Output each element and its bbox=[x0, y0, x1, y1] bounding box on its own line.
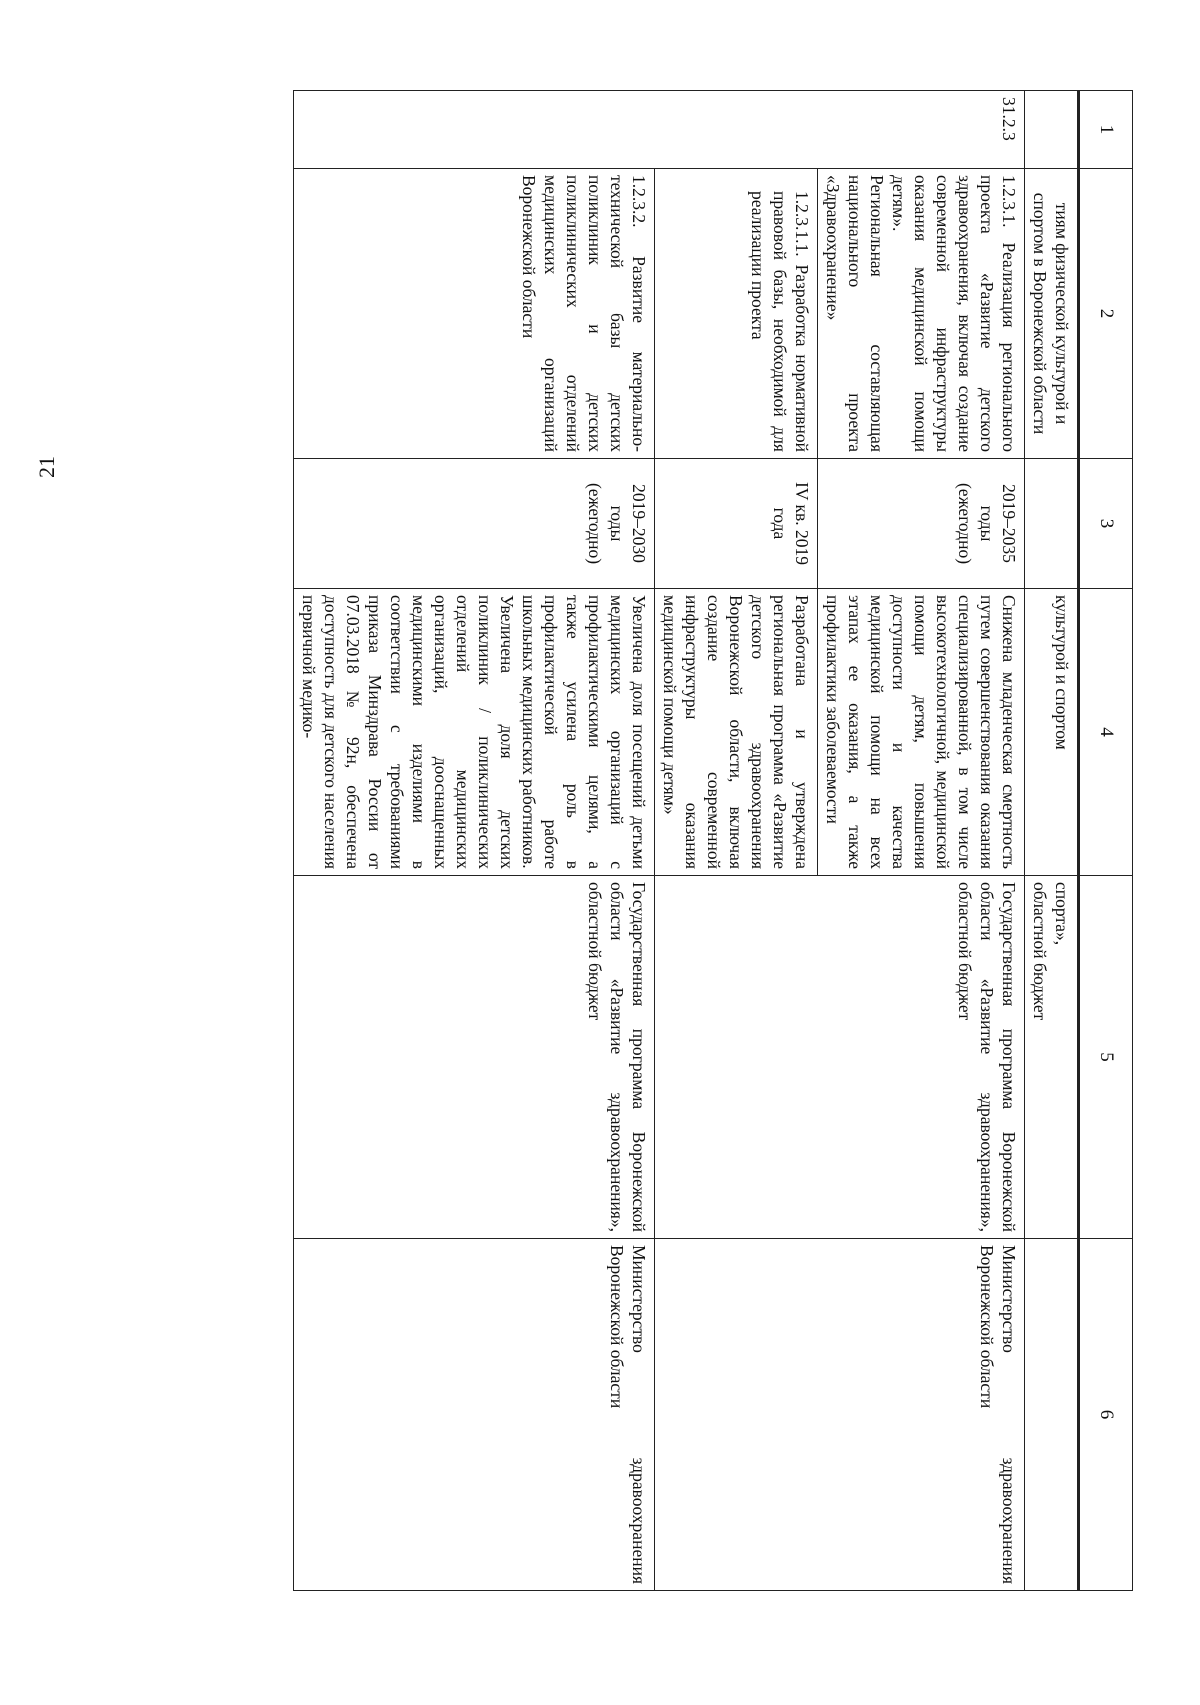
row3-source: Государственная программа Воронежской области «Развитие здравоохранения», областной бюджет bbox=[294, 876, 655, 1239]
row1-activity-p2: Региональная составляющая национального проекта «Здравоохранение» bbox=[823, 175, 887, 452]
row0-result: культурой и спортом bbox=[1025, 589, 1079, 876]
row1-period: 2019–2035 годы (ежегодно) bbox=[818, 459, 1025, 589]
row0-number bbox=[1025, 91, 1079, 169]
row2-period: IV кв. 2019 года bbox=[655, 459, 818, 589]
header-row bbox=[1079, 91, 1133, 1591]
row2-result: Разработана и утверждена региональная программа «Развитие детского здравоохранения Воронежской области, включая создание современной инфраструктуры оказания медицинской помощи детям» bbox=[655, 589, 818, 876]
column-header-6: 6 bbox=[1079, 1239, 1133, 1591]
row0-source-line1: спорта», bbox=[1052, 882, 1072, 946]
table-row bbox=[818, 91, 1025, 1591]
column-header-3: 3 bbox=[1079, 459, 1133, 589]
row1-activity-p1: 1.2.3.1. Реализация регионального проекта «Развитие детского здравоохранения, включая создание современной инфраструктуры оказания медицинской помощи детям». bbox=[889, 175, 1019, 452]
table-container bbox=[88, 90, 1133, 1590]
row0-executor bbox=[1025, 1239, 1079, 1591]
page-number: 21 bbox=[34, 456, 59, 478]
row1-result: Снижена младенческая смертность путем совершенствования оказания специализированной, в том числе высокотехнологичной, медицинской помощи детям, повышения доступности и качества медицинской помощи на всех этапах ее оказания, а также профилактики заболеваемости bbox=[818, 589, 1025, 876]
row1-source: Государственная программа Воронежской области «Развитие здравоохранения», областной бюджет bbox=[655, 876, 1025, 1239]
row1-number: 31.2.3 bbox=[294, 91, 1025, 169]
table-row bbox=[1025, 91, 1079, 1591]
row3-executor: Министерство здравоохранения Воронежской области bbox=[294, 1239, 655, 1591]
row0-source-line2: областной бюджет bbox=[1030, 882, 1050, 1021]
row3-result-p2: Увеличена доля детских поликлиник / поликлинических отделений медицинских организаций, дооснащенных медицинскими изделиями в соответствии с требованиями приказа Минздрава России от 07.03.2018 № 92н, обеспечена доступность для детского населения первичной медико- bbox=[299, 595, 517, 869]
activities-table bbox=[293, 90, 1133, 1591]
column-header-4: 4 bbox=[1079, 589, 1133, 876]
row3-result bbox=[294, 589, 655, 876]
row1-executor: Министерство здравоохранения Воронежской области bbox=[655, 1239, 1025, 1591]
column-header-5: 5 bbox=[1079, 876, 1133, 1239]
column-header-2: 2 bbox=[1079, 169, 1133, 459]
row0-source bbox=[1025, 876, 1079, 1239]
row2-activity: 1.2.3.1.1. Разработка нормативной правовой базы, необходимой для реализации проекта bbox=[655, 169, 818, 459]
column-header-1: 1 bbox=[1079, 91, 1133, 169]
row1-activity bbox=[818, 169, 1025, 459]
row0-activity: тиям физической культурой и спортом в Воронежской области bbox=[1025, 169, 1079, 459]
row3-activity: 1.2.3.2. Развитие материально-технической базы детских поликлиник и детских поликлинических отделений медицинских организаций Воронежской области bbox=[294, 169, 655, 459]
table-row bbox=[294, 91, 655, 1591]
row0-period bbox=[1025, 459, 1079, 589]
row3-period: 2019–2030 годы (ежегодно) bbox=[294, 459, 655, 589]
row3-result-p1: Увеличена доля посещений детьми медицинских организаций с профилактическими целями, а также усилена роль в профилактической работе школьных медицинских работников. bbox=[519, 595, 649, 869]
